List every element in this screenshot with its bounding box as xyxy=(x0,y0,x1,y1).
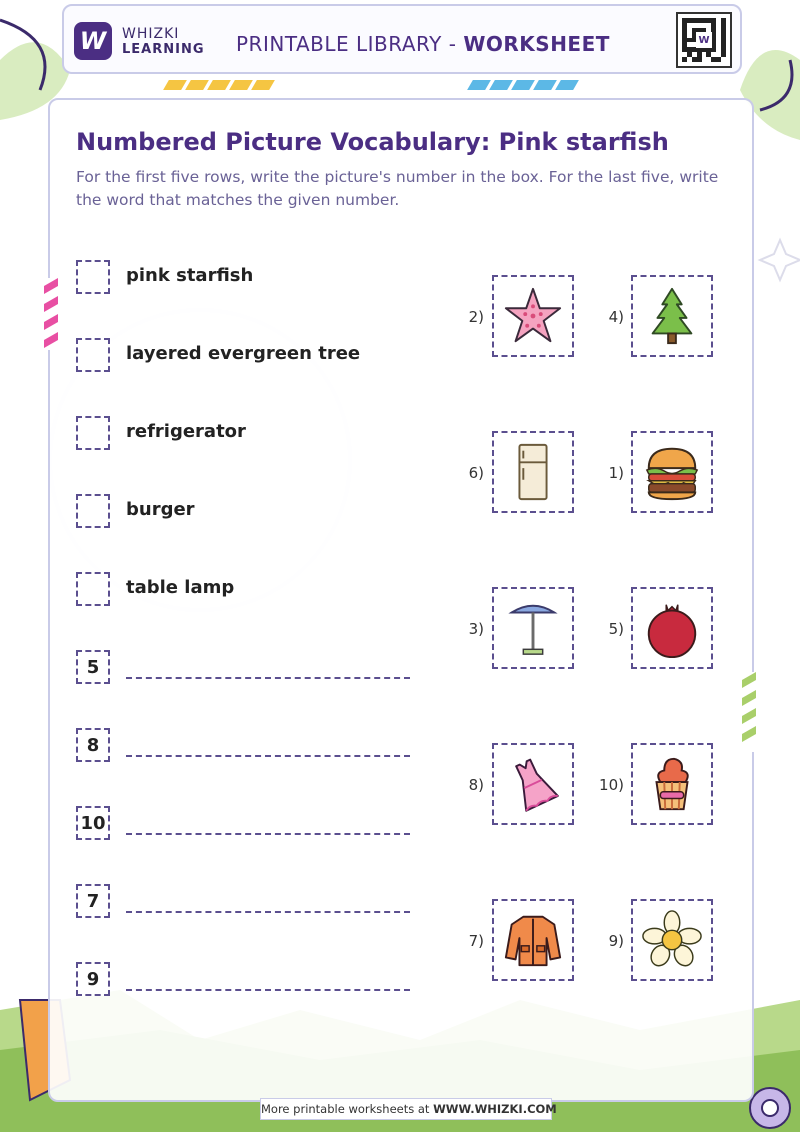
picture-number: 8) xyxy=(468,776,484,794)
number-box: 5 xyxy=(76,650,110,684)
word-label: refrigerator xyxy=(126,421,246,442)
picture-card xyxy=(631,743,713,825)
answer-line-4[interactable] xyxy=(126,911,410,913)
picture-card xyxy=(492,743,574,825)
picture-number: 4) xyxy=(608,308,624,326)
picture-number: 1) xyxy=(608,464,624,482)
number-box: 10 xyxy=(76,806,110,840)
yellow-stripes xyxy=(166,80,272,90)
logo-icon: W xyxy=(74,22,112,60)
table-lamp-icon xyxy=(502,597,564,659)
answer-box-2[interactable] xyxy=(76,338,110,372)
answer-line-5[interactable] xyxy=(126,989,410,991)
picture-number: 5) xyxy=(608,620,624,638)
number-box: 9 xyxy=(76,962,110,996)
footer-text: More printable worksheets at xyxy=(261,1102,434,1116)
picture-number: 2) xyxy=(468,308,484,326)
jacket-icon xyxy=(502,909,564,971)
picture-card xyxy=(492,587,574,669)
answer-line-3[interactable] xyxy=(126,833,410,835)
refrigerator-icon xyxy=(502,441,564,503)
word-label: pink starfish xyxy=(126,265,254,286)
picture-number: 10) xyxy=(599,776,624,794)
picture-card xyxy=(631,587,713,669)
burger-icon xyxy=(641,441,703,503)
header-title xyxy=(236,32,610,56)
cupcake-icon xyxy=(641,753,703,815)
evergreen-tree-icon xyxy=(641,285,703,347)
picture-number: 3) xyxy=(468,620,484,638)
answer-box-5[interactable] xyxy=(76,572,110,606)
blue-stripes xyxy=(470,80,576,90)
answer-box-4[interactable] xyxy=(76,494,110,528)
picture-card xyxy=(631,899,713,981)
pomegranate-icon xyxy=(641,597,703,659)
header-title-prefix: PRINTABLE LIBRARY - xyxy=(236,32,464,56)
picture-card xyxy=(492,431,574,513)
picture-number: 6) xyxy=(468,464,484,482)
daffodil-icon xyxy=(641,909,703,971)
footer-link[interactable]: WWW.WHIZKI.COM xyxy=(433,1102,557,1116)
picture-number: 7) xyxy=(468,932,484,950)
logo-text-top: WHIZKI xyxy=(122,26,180,42)
qr-code-icon xyxy=(676,12,732,68)
answer-line-2[interactable] xyxy=(126,755,410,757)
qr-logo: W xyxy=(696,32,712,48)
number-box: 8 xyxy=(76,728,110,762)
answer-box-1[interactable] xyxy=(76,260,110,294)
starfish-icon xyxy=(502,285,564,347)
word-label: layered evergreen tree xyxy=(126,343,361,364)
picture-card xyxy=(492,899,574,981)
answer-box-3[interactable] xyxy=(76,416,110,450)
picture-number: 9) xyxy=(608,932,624,950)
green-stripes xyxy=(742,672,756,752)
picture-card xyxy=(631,431,713,513)
picture-card xyxy=(492,275,574,357)
word-label: burger xyxy=(126,499,195,520)
number-box: 7 xyxy=(76,884,110,918)
picture-card xyxy=(631,275,713,357)
word-label: table lamp xyxy=(126,577,235,598)
logo-text-bottom: LEARNING xyxy=(122,42,205,57)
footer-banner xyxy=(260,1098,557,1120)
worksheet-title: Numbered Picture Vocabulary: Pink starfish xyxy=(76,128,669,156)
answer-line-1[interactable] xyxy=(126,677,410,679)
dress-icon xyxy=(502,753,564,815)
worksheet-instructions: For the first five rows, write the picture's number in the box. For the last five, write the word that matches the given number. xyxy=(76,168,719,209)
pink-stripes xyxy=(44,278,58,350)
header-title-bold: WORKSHEET xyxy=(463,32,610,56)
